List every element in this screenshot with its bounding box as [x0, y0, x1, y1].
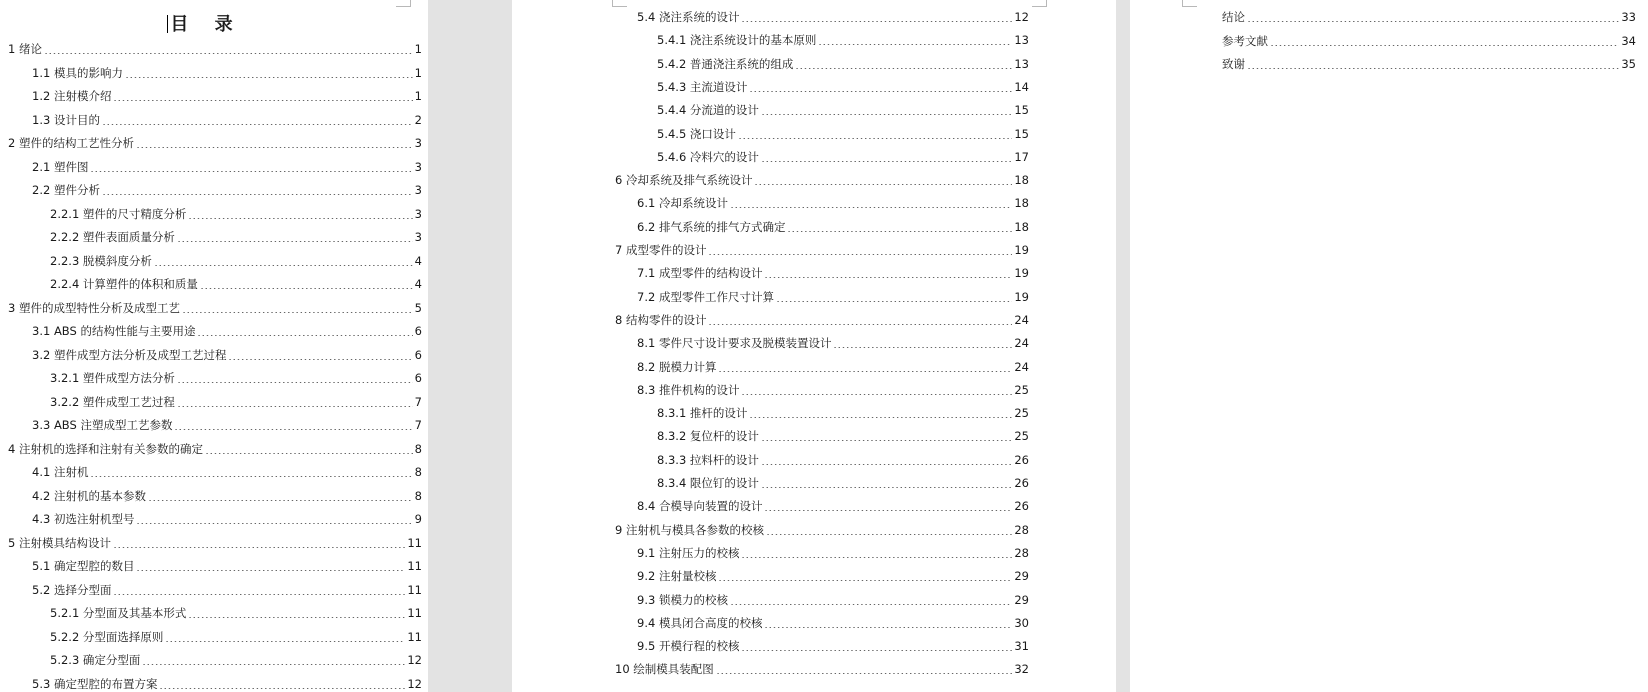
toc-entry-page-number: 33 [1621, 10, 1636, 24]
toc-entry-page-number: 6 [414, 324, 422, 338]
toc-entry[interactable] [637, 637, 1029, 655]
toc-dot-leader [761, 161, 1012, 162]
toc-entry[interactable] [637, 567, 1029, 585]
toc-entry-page-number: 3 [414, 206, 422, 221]
toc-entry-page-number: 12 [407, 653, 422, 667]
toc-entry[interactable] [1222, 32, 1636, 50]
toc-entry-label: 5.4 浇注系统的设计 [637, 10, 740, 24]
toc-entry[interactable] [50, 228, 422, 246]
toc-entry-page-number: 11 [407, 559, 422, 573]
toc-dot-leader [764, 277, 1012, 278]
toc-entry[interactable] [32, 181, 422, 199]
toc-dot-leader [833, 347, 1012, 348]
toc-entry-label: 10 绘制模具装配图 [615, 662, 714, 677]
toc-dot-leader [718, 371, 1012, 372]
toc-dot-leader [136, 570, 405, 571]
toc-dot-leader [761, 464, 1012, 465]
toc-dot-leader [716, 673, 1013, 674]
toc-dot-leader [113, 547, 405, 548]
toc-entry-page-number: 24 [1014, 336, 1029, 351]
toc-dot-leader [165, 641, 405, 642]
toc-entry[interactable] [32, 158, 422, 176]
toc-entry[interactable] [657, 125, 1029, 143]
toc-entry[interactable] [32, 87, 422, 105]
toc-entry-page-number: 32 [1014, 662, 1029, 677]
toc-dot-leader [188, 617, 405, 618]
toc-dot-leader [749, 417, 1012, 418]
toc-entry-label: 1.1 模具的影响力 [32, 65, 123, 80]
document-page-1[interactable] [0, 0, 428, 692]
document-page-2[interactable] [512, 0, 1116, 692]
toc-entry[interactable] [657, 101, 1029, 119]
toc-entry-label: 8.1 零件尺寸设计要求及脱模装置设计 [637, 336, 832, 351]
toc-entry-label: 1.2 注射模介绍 [32, 89, 112, 103]
toc-entry[interactable] [637, 288, 1029, 306]
toc-dot-leader [159, 688, 405, 689]
toc-entry-label: 9 注射机与模具各参数的校核 [615, 522, 764, 537]
toc-dot-leader [741, 650, 1012, 651]
toc-entry-page-number: 18 [1014, 173, 1029, 188]
toc-dot-leader [708, 324, 1012, 325]
toc-dot-leader [148, 500, 413, 501]
toc-entry-page-number: 13 [1014, 56, 1029, 71]
toc-dot-leader [754, 184, 1012, 185]
toc-dot-leader [741, 394, 1012, 395]
toc-entry[interactable] [50, 393, 422, 411]
toc-entry-page-number: 8 [414, 465, 422, 479]
toc-dot-leader [718, 580, 1012, 581]
toc-entry-page-number: 25 [1014, 429, 1029, 444]
toc-entry-page-number: 5 [414, 300, 422, 315]
toc-entry[interactable] [615, 171, 1029, 189]
toc-entry[interactable] [32, 581, 422, 599]
toc-entry-label: 4.3 初选注射机型号 [32, 512, 135, 526]
toc-entry-label: 6 冷却系统及排气系统设计 [615, 173, 753, 188]
toc-entry-page-number: 11 [407, 535, 422, 550]
toc-entry-page-number: 13 [1014, 33, 1029, 48]
toc-entry-page-number: 6 [414, 371, 422, 385]
toc-entry-page-number: 26 [1014, 499, 1029, 514]
toc-entry-page-number: 24 [1014, 312, 1029, 327]
toc-dot-leader [177, 241, 413, 242]
toc-dot-leader [102, 194, 413, 195]
toc-dot-leader [1247, 68, 1619, 69]
toc-entry-page-number: 17 [1014, 149, 1029, 164]
toc-entry-page-number: 26 [1014, 476, 1029, 490]
toc-entry-label: 7.1 成型零件的结构设计 [637, 266, 763, 281]
toc-dot-leader [125, 77, 413, 78]
toc-entry-label: 9.3 锁模力的校核 [637, 592, 728, 607]
toc-entry-page-number: 3 [414, 230, 422, 244]
toc-entry[interactable] [32, 64, 422, 82]
toc-entry[interactable] [50, 275, 422, 293]
toc-entry-label: 6.1 冷却系统设计 [637, 196, 728, 211]
toc-entry-page-number: 3 [414, 136, 422, 150]
toc-entry-label: 9.4 模具闭合高度的校核 [637, 615, 763, 630]
toc-entry-page-number: 26 [1014, 452, 1029, 467]
toc-entry-label: 5.2 选择分型面 [32, 582, 112, 597]
toc-entry[interactable] [615, 311, 1029, 329]
toc-entry[interactable] [637, 544, 1029, 562]
toc-entry-label: 9.2 注射量校核 [637, 569, 717, 584]
toc-dot-leader [761, 487, 1012, 488]
toc-entry[interactable] [637, 497, 1029, 515]
toc-title [0, 10, 410, 36]
toc-entry[interactable] [50, 651, 422, 669]
toc-entry[interactable] [32, 510, 422, 528]
toc-entry[interactable] [32, 557, 422, 575]
toc-entry-label: 5 注射模具结构设计 [8, 535, 111, 550]
toc-entry-page-number: 12 [407, 676, 422, 691]
toc-dot-leader [142, 664, 405, 665]
toc-dot-leader [113, 594, 405, 595]
toc-dot-leader [136, 523, 412, 524]
toc-entry[interactable] [50, 604, 422, 622]
toc-entry-label: 5.2.2 分型面选择原则 [50, 629, 164, 644]
toc-entry[interactable] [8, 134, 422, 152]
toc-entry[interactable] [637, 264, 1029, 282]
toc-entry[interactable] [1222, 55, 1636, 73]
toc-dot-leader [741, 557, 1012, 558]
text-cursor [167, 15, 168, 33]
toc-entry-page-number: 9 [414, 512, 422, 526]
toc-entry[interactable] [637, 381, 1029, 399]
toc-entry-label: 2.2.1 塑件的尺寸精度分析 [50, 206, 187, 221]
toc-entry[interactable] [32, 111, 422, 129]
toc-dot-leader [766, 534, 1012, 535]
toc-entry-label: 2.2 塑件分析 [32, 183, 100, 197]
toc-entry[interactable] [637, 591, 1029, 609]
toc-entry-page-number: 11 [407, 582, 422, 597]
toc-entry-page-number: 8 [414, 441, 422, 456]
toc-entry-label: 5.3 确定型腔的布置方案 [32, 676, 158, 691]
toc-dot-leader [764, 627, 1012, 628]
toc-entry-label: 3.3 ABS 注塑成型工艺参数 [32, 418, 173, 432]
toc-entry[interactable] [32, 322, 422, 340]
toc-dot-leader [113, 100, 412, 101]
toc-entry-label: 2.2.2 塑件表面质量分析 [50, 230, 175, 244]
toc-entry-page-number: 28 [1014, 522, 1029, 537]
toc-entry-label: 7.2 成型零件工作尺寸计算 [637, 289, 774, 304]
toc-entry-page-number: 28 [1014, 545, 1029, 560]
toc-entry-label: 5.1 确定型腔的数目 [32, 559, 135, 573]
toc-entry-page-number: 1 [414, 89, 422, 103]
toc-entry-label: 3.2 塑件成型方法分析及成型工艺过程 [32, 347, 227, 362]
toc-entry[interactable] [8, 40, 422, 58]
toc-entry-label: 5.4.1 浇注系统设计的基本原则 [657, 33, 817, 48]
toc-entry-label: 1 绪论 [8, 42, 42, 56]
toc-entry-page-number: 34 [1621, 33, 1636, 48]
toc-entry-label: 5.4.3 主流道设计 [657, 79, 748, 94]
toc-dot-leader [90, 171, 412, 172]
toc-entry[interactable] [1222, 8, 1636, 26]
toc-entry-label: 1.3 设计目的 [32, 112, 100, 127]
toc-entry[interactable] [657, 148, 1029, 166]
toc-dot-leader [730, 207, 1012, 208]
toc-entry-label: 9.5 开模行程的校核 [637, 639, 740, 654]
toc-entry-page-number: 7 [414, 394, 422, 409]
toc-entry-label: 3.2.2 塑件成型工艺过程 [50, 394, 175, 409]
toc-dot-leader [205, 453, 413, 454]
toc-entry-page-number: 1 [414, 42, 422, 56]
toc-entry[interactable] [32, 487, 422, 505]
toc-entry[interactable] [657, 404, 1029, 422]
toc-entry[interactable] [637, 614, 1029, 632]
toc-entry-page-number: 25 [1014, 406, 1029, 421]
toc-entry[interactable] [637, 218, 1029, 236]
toc-entry-page-number: 25 [1014, 382, 1029, 397]
toc-entry-label: 8.4 合模导向装置的设计 [637, 499, 763, 514]
toc-entry-label: 4 注射机的选择和注射有关参数的确定 [8, 441, 203, 456]
toc-entry[interactable] [32, 463, 422, 481]
toc-dot-leader [44, 53, 413, 54]
document-page-3[interactable] [1130, 0, 1648, 692]
toc-entry-label: 结论 [1222, 10, 1245, 24]
toc-entry-label: 3 塑件的成型特性分析及成型工艺 [8, 300, 180, 315]
toc-entry-label: 3.2.1 塑件成型方法分析 [50, 371, 175, 385]
toc-entry-label: 5.4.4 分流道的设计 [657, 103, 759, 118]
toc-entry-label: 2.2.4 计算塑件的体积和质量 [50, 277, 198, 291]
toc-dot-leader [761, 440, 1012, 441]
toc-entry-label: 2 塑件的结构工艺性分析 [8, 136, 134, 150]
toc-entry[interactable] [8, 440, 422, 458]
toc-dot-leader [818, 44, 1012, 45]
toc-entry-label: 5.2.3 确定分型面 [50, 653, 141, 667]
toc-dot-leader [730, 604, 1012, 605]
toc-dot-leader [764, 510, 1012, 511]
toc-entry-label: 5.2.1 分型面及其基本形式 [50, 606, 187, 620]
page-corner-mark [1032, 0, 1047, 7]
toc-entry-page-number: 3 [414, 159, 422, 174]
toc-entry[interactable] [637, 194, 1029, 212]
toc-entry-page-number: 30 [1014, 615, 1029, 630]
toc-entry[interactable] [657, 474, 1029, 492]
toc-entry[interactable] [637, 8, 1029, 26]
toc-dot-leader [90, 476, 412, 477]
page-gutter-2 [1116, 0, 1130, 692]
toc-entry-label: 8 结构零件的设计 [615, 312, 707, 327]
toc-entry-label: 8.3.3 拉料杆的设计 [657, 452, 759, 467]
toc-entry-label: 8.2 脱模力计算 [637, 359, 717, 374]
toc-entry-page-number: 35 [1621, 57, 1636, 71]
toc-entry-page-number: 18 [1014, 196, 1029, 211]
page-corner-mark [1182, 0, 1197, 7]
toc-entry[interactable] [32, 346, 422, 364]
toc-entry-page-number: 4 [414, 277, 422, 291]
toc-entry[interactable] [615, 521, 1029, 539]
toc-entry-label: 4.2 注射机的基本参数 [32, 488, 146, 503]
toc-entry-label: 6.2 排气系统的排气方式确定 [637, 219, 786, 234]
toc-entry[interactable] [637, 358, 1029, 376]
toc-entry[interactable] [615, 660, 1029, 678]
toc-dot-leader [761, 114, 1012, 115]
toc-entry-page-number: 29 [1014, 569, 1029, 584]
toc-entry[interactable] [32, 675, 422, 692]
toc-dot-leader [182, 312, 413, 313]
toc-dot-leader [177, 382, 413, 383]
toc-entry-page-number: 4 [414, 253, 422, 268]
toc-entry[interactable] [50, 252, 422, 270]
toc-entry-label: 致谢 [1222, 57, 1245, 71]
toc-dot-leader [102, 124, 413, 125]
toc-entry-label: 7 成型零件的设计 [615, 243, 707, 257]
toc-entry-page-number: 24 [1014, 359, 1029, 374]
toc-entry-label: 9.1 注射压力的校核 [637, 545, 740, 560]
toc-dot-leader [228, 359, 412, 360]
toc-entry-page-number: 18 [1014, 219, 1029, 234]
toc-entry-label: 2.1 塑件图 [32, 159, 89, 174]
toc-entry[interactable] [615, 241, 1029, 259]
toc-entry-page-number: 15 [1014, 126, 1029, 141]
toc-entry-label: 3.1 ABS 的结构性能与主要用途 [32, 324, 196, 338]
toc-entry-page-number: 12 [1014, 10, 1029, 24]
toc-dot-leader [136, 147, 413, 148]
toc-entry[interactable] [8, 534, 422, 552]
toc-entry-page-number: 31 [1014, 639, 1029, 654]
page-corner-mark [396, 0, 411, 7]
toc-entry-page-number: 29 [1014, 592, 1029, 607]
toc-entry[interactable] [50, 205, 422, 223]
toc-entry-page-number: 2 [414, 112, 422, 127]
toc-entry[interactable] [637, 334, 1029, 352]
toc-entry-page-number: 11 [407, 606, 422, 620]
toc-entry[interactable] [50, 628, 422, 646]
toc-dot-leader [1270, 45, 1619, 46]
toc-entry-label: 4.1 注射机 [32, 465, 89, 479]
toc-entry[interactable] [657, 78, 1029, 96]
toc-entry-page-number: 19 [1014, 266, 1029, 281]
toc-entry-label: 8.3.4 限位钉的设计 [657, 476, 759, 490]
toc-dot-leader [177, 406, 413, 407]
toc-dot-leader [197, 335, 412, 336]
toc-entry-page-number: 15 [1014, 103, 1029, 118]
toc-entry-page-number: 14 [1014, 79, 1029, 94]
toc-dot-leader [174, 429, 412, 430]
toc-entry-page-number: 6 [414, 347, 422, 362]
toc-dot-leader [776, 301, 1012, 302]
toc-entry-label: 8.3 推件机构的设计 [637, 382, 740, 397]
toc-entry[interactable] [50, 369, 422, 387]
page-gutter-1 [428, 0, 512, 692]
toc-entry-label: 8.3.2 复位杆的设计 [657, 429, 759, 444]
toc-entry[interactable] [657, 55, 1029, 73]
toc-dot-leader [708, 254, 1012, 255]
toc-dot-leader [741, 21, 1012, 22]
toc-entry[interactable] [657, 451, 1029, 469]
toc-dot-leader [154, 265, 413, 266]
toc-dot-leader [738, 138, 1012, 139]
toc-entry-page-number: 8 [414, 488, 422, 503]
toc-entry-label: 8.3.1 推杆的设计 [657, 406, 748, 421]
toc-entry-page-number: 19 [1014, 243, 1029, 257]
toc-entry-page-number: 3 [414, 183, 422, 197]
page-corner-mark [612, 0, 627, 7]
toc-dot-leader [787, 231, 1012, 232]
toc-entry-label: 参考文献 [1222, 33, 1268, 48]
toc-dot-leader [188, 218, 412, 219]
toc-entry[interactable] [657, 31, 1029, 49]
toc-entry-page-number: 7 [414, 418, 422, 432]
toc-entry[interactable] [32, 416, 422, 434]
toc-entry-label: 2.2.3 脱模斜度分析 [50, 253, 152, 268]
toc-dot-leader [749, 91, 1012, 92]
toc-entry[interactable] [657, 427, 1029, 445]
toc-entry[interactable] [8, 299, 422, 317]
toc-entry-page-number: 19 [1014, 289, 1029, 304]
toc-entry-label: 5.4.2 普通浇注系统的组成 [657, 56, 794, 71]
toc-title-text: 目 录 [170, 14, 243, 35]
toc-entry-label: 5.4.5 浇口设计 [657, 126, 736, 141]
toc-entry-page-number: 1 [414, 65, 422, 80]
toc-dot-leader [795, 68, 1012, 69]
toc-dot-leader [200, 288, 413, 289]
toc-dot-leader [1247, 21, 1619, 22]
toc-entry-label: 5.4.6 冷料穴的设计 [657, 149, 759, 164]
toc-entry-page-number: 11 [407, 629, 422, 644]
